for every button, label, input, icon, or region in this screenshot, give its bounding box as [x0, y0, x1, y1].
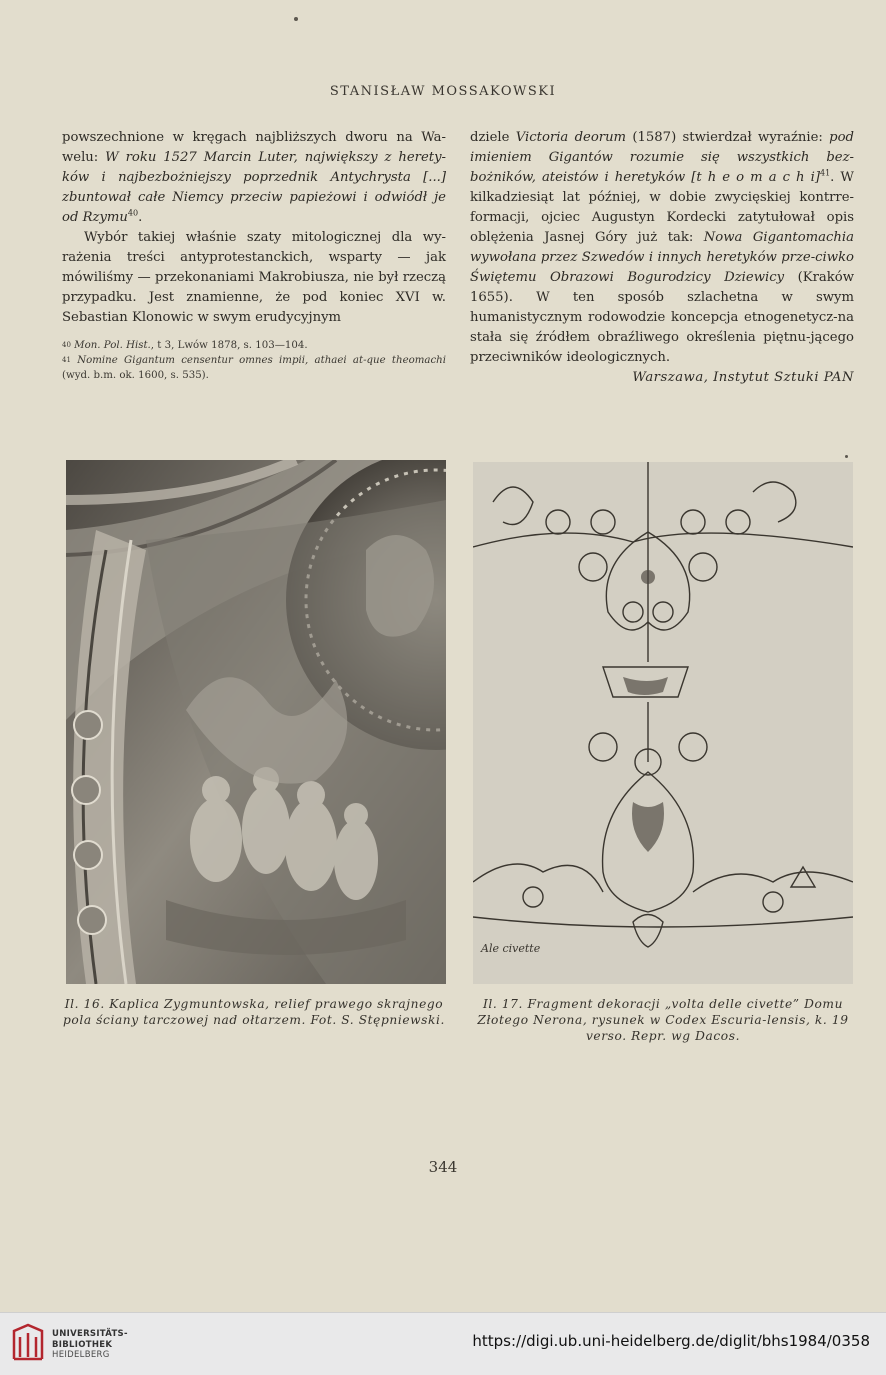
running-header: STANISŁAW MOSSAKOWSKI: [329, 84, 557, 99]
text-run: (wyd. b.m. ok. 1600, s. 535).: [62, 370, 209, 381]
text-run: Nowa Gigantomachia wywołana przez Szwedów i innych heretyków prze-ciwko Świętemu Obrazowi Bogurodzicy Dziewicy: [470, 230, 854, 285]
text-run: ków i najbezbożniejszy poprzednik Antychrysta [...] zbuntował całe Niemcy przeciw papieżowi i odwiódł je od Rzymu: [62, 170, 446, 225]
text-run: powszechnione w kręgach najbliższych dworu na Wa-: [62, 130, 446, 145]
page-number: 344: [428, 1158, 458, 1176]
text-run: (1587) stwierdzał wyraźnie:: [626, 130, 830, 145]
figure-16-relief-photo: [66, 460, 446, 984]
scan-speck: [845, 455, 848, 458]
paragraph: [470, 128, 854, 368]
footnote: [62, 353, 446, 383]
right-text-column: [470, 128, 854, 388]
author-affiliation: Warszawa, Instytut Sztuki PAN: [632, 370, 854, 385]
library-name-line: UNIVERSITÄTS-: [52, 1329, 128, 1339]
text-run: welu:: [62, 150, 106, 165]
paragraph: Wybór takiej właśnie szaty mitologicznej dla wy-rażenia treści antyprotestanckich, wsparty — jak mówiliśmy — przekonaniami Makrobiusza, nie był rzeczą przypadku. Jest znamienne, że pod koniec XVI w. Sebastian Klonowic w swym erudycyjnym: [62, 230, 446, 325]
footnotes: [62, 338, 446, 383]
paragraph: [62, 128, 446, 228]
text-run: W roku 1527 Marcin Luter, największy z herety-: [105, 150, 446, 165]
figure-17-drawing: [473, 462, 853, 984]
text-run: . W kilkadziesiąt lat później, w dobie zwycięskiej kontrre-formacji, ojciec Augustyn Kordecki zatytułował opis oblężenia Jasnej Góry już tak:: [470, 170, 854, 245]
library-footer-bar: [0, 1312, 886, 1375]
figure-16-caption: Il. 16. Kaplica Zygmuntowska, relief prawego skrajnego pola ściany tarczowej nad ołtarzem. Fot. S. Stępniewski.: [62, 997, 445, 1027]
footnote: [62, 338, 446, 353]
text-run: .: [138, 210, 143, 225]
university-library-logo-icon[interactable]: [10, 1323, 46, 1363]
text-run: pod imieniem Gigantów rozumie się wszystkich bez-bożników, ateistów i heretyków [t h e o m a c h i]: [470, 130, 854, 185]
text-run: dziele: [470, 130, 516, 145]
footnote-reference: 40: [127, 208, 139, 218]
text-run: Nomine Gigantum censentur omnes impii, athaei at-que theomachi: [77, 355, 446, 366]
library-name-line: BIBLIOTHEK: [52, 1339, 113, 1350]
drawing-inscription: Ale civette: [481, 942, 541, 955]
text-run: (Kraków 1655). W ten sposób szlachetna w swym humanistycznym rodowodzie koncepcja etnogenetycz-na stała się źródłem obraźliwego określenia piętnu-jącego przeciwników ideologicznych.: [470, 270, 854, 365]
text-run: Mon. Pol. Hist.: [74, 340, 151, 351]
permalink-url[interactable]: https://digi.ub.uni-heidelberg.de/diglit/bhs1984/0358: [472, 1332, 870, 1350]
text-run: Victoria deorum: [515, 130, 627, 145]
footnote-number: 41: [62, 356, 71, 364]
left-text-column: [62, 128, 446, 383]
library-name-line: HEIDELBERG: [52, 1350, 110, 1360]
scan-speck: [294, 17, 298, 21]
text-run: , t 3, Lwów 1878, s. 103—104.: [150, 340, 308, 351]
footnote-reference: 41: [819, 168, 831, 178]
library-name[interactable]: [52, 1329, 128, 1361]
figure-17-caption: Il. 17. Fragment dekoracji „volta delle civette” Domu Złotego Nerona, rysunek w Codex Escuria-lensis, k. 19 verso. Repr. wg Dacos.: [477, 997, 849, 1043]
footnote-number: 40: [62, 341, 71, 349]
